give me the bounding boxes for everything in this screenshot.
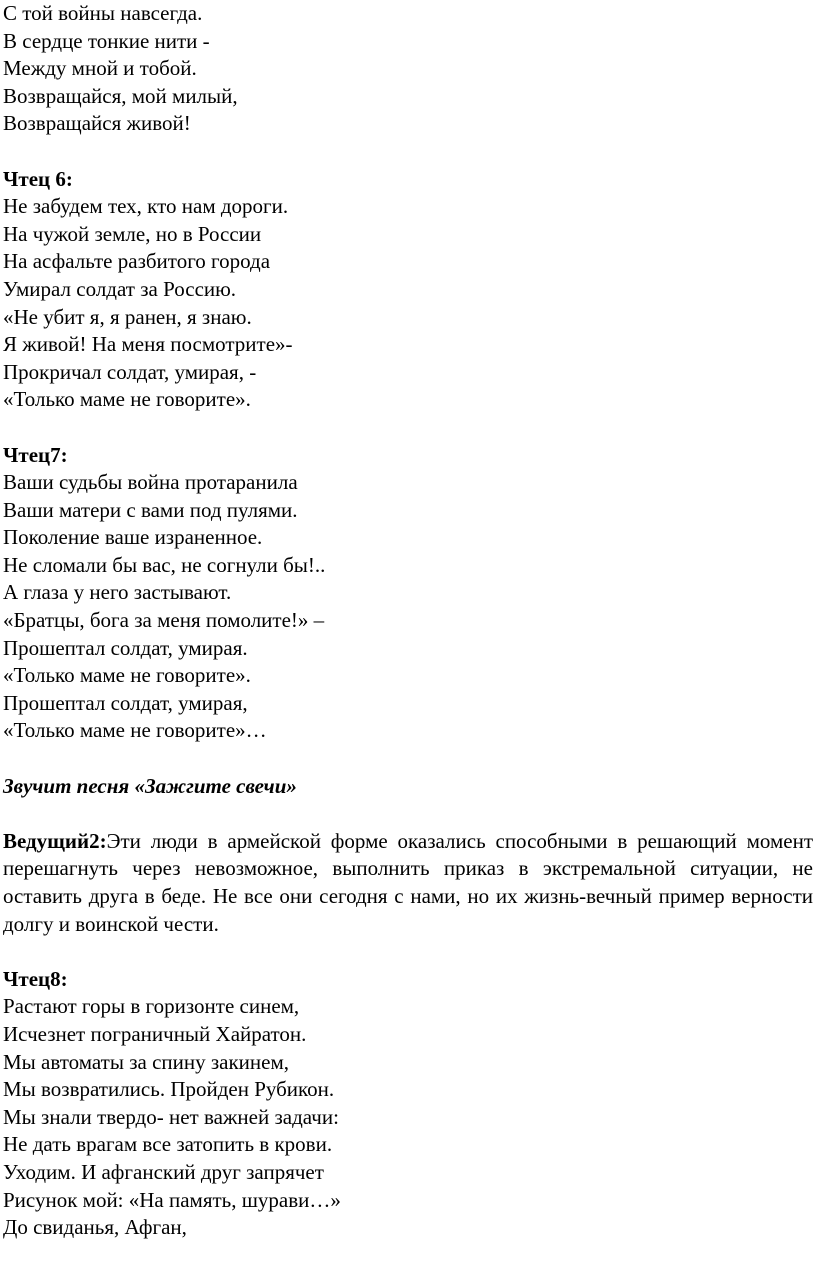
poem-line: Не забудем тех, кто нам дороги. [3,194,289,219]
poem-line: Между мной и тобой. [3,56,197,81]
poem-line: Прошептал солдат, умирая, [3,690,248,715]
poem-line: Ваши матери с вами под пулями. [3,497,298,522]
reader-7-section [3,442,813,746]
reader-8-section [3,966,813,1242]
poem-line: А глаза у него застывают. [3,580,232,605]
host-2-paragraph [3,828,813,938]
poem-line: Не дать врагам все затопить в крови. [3,1132,333,1157]
poem-line: В сердце тонкие нити - [3,28,210,53]
poem-line: Прошептал солдат, умирая. [3,635,248,660]
poem-line: Я живой! На меня посмотрите»- [3,332,293,357]
poem-line: «Не убит я, я ранен, я знаю. [3,304,252,329]
poem-line: Исчезнет пограничный Хайратон. [3,1021,307,1046]
poem-line: Умирал солдат за Россию. [3,276,237,301]
spacer [3,800,813,828]
poem-line: Мы знали твердо- нет важней задачи: [3,1104,339,1129]
poem-line: Поколение ваше израненное. [3,525,263,550]
reader-heading: Чтец7: [3,442,68,467]
spacer [3,138,813,166]
spacer [3,938,813,966]
poem-line: Рисунок мой: «На память, шурави…» [3,1187,341,1212]
poem-line: На чужой земле, но в России [3,221,262,246]
poem-line: «Только маме не говорите»… [3,718,267,743]
poem-line: С той войны навсегда. [3,1,203,25]
spacer [3,414,813,442]
stanza-1 [3,0,813,138]
poem-line: На асфальте разбитого города [3,249,271,274]
reader-6-section [3,166,813,414]
poem-line: Возвращайся, мой милый, [3,83,238,108]
spacer [3,745,813,773]
poem-line: Мы автоматы за спину закинем, [3,1049,290,1074]
poem-line: Уходим. И афганский друг запрячет [3,1159,324,1184]
reader-heading: Чтец 6: [3,166,73,191]
poem-line: «Братцы, бога за меня помолите!» – [3,608,325,633]
reader-heading: Чтец8: [3,966,68,991]
stage-direction: Звучит песня «Зажгите свечи» [3,773,297,798]
host-text: Эти люди в армейской форме оказались способными в решающий момент перешагнуть через невозможное, выполнить приказ в экстремальной ситуации, не оставить друга в беде. Не все они сегодня с нами, но их жизнь-вечный пример верности долгу и воинской чести. [3,828,813,936]
poem-line: Не сломали бы вас, не согнули бы!.. [3,552,326,577]
poem-line: «Только маме не говорите». [3,387,251,412]
poem-line: Возвращайся живой! [3,111,191,136]
poem-line: Растают горы в горизонте синем, [3,994,300,1019]
document-page [3,0,813,1242]
poem-line: «Только маме не говорите». [3,663,251,688]
poem-line: Ваши судьбы война протаранила [3,470,298,495]
host-label: Ведущий2: [3,828,107,853]
poem-line: Мы возвратились. Пройден Рубикон. [3,1077,335,1102]
poem-line: До свиданья, Афган, [3,1215,187,1240]
poem-line: Прокричал солдат, умирая, - [3,359,257,384]
